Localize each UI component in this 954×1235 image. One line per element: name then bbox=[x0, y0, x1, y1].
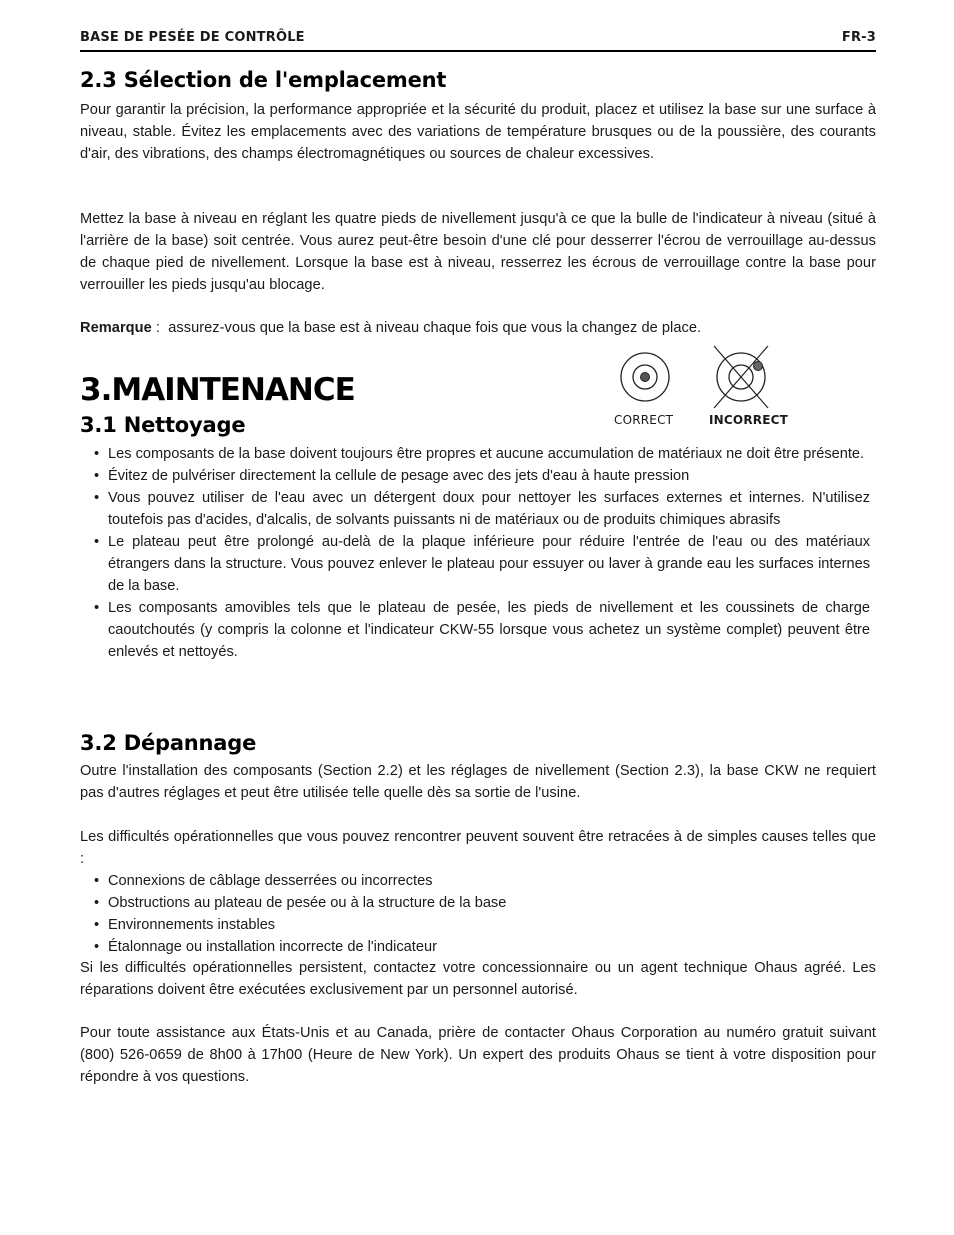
note-separator: : bbox=[151, 320, 169, 336]
section-3-title: 3.MAINTENANCE bbox=[80, 372, 355, 408]
level-indicator-figure bbox=[612, 344, 787, 434]
page-number: FR-3 bbox=[841, 30, 876, 45]
list-item: • Le plateau peut être prolongé au-delà de la plaque inférieure pour réduire l'entrée de l'eau ou des matériaux étrangers dans la structure. Vous pouvez enlever le plateau pour essuyer ou laver à grande eau les surfaces internes de la base. bbox=[94, 531, 870, 597]
section-3-2-paragraph-1: Outre l'installation des composants (Section 2.2) et les réglages de nivellement (Section 2.3), la base CKW ne requiert pas d'autres réglages et peut être utilisée telle quelle dès sa sortie de l'usine. bbox=[80, 763, 876, 801]
list-item: • Obstructions au plateau de pesée ou à la structure de la base bbox=[94, 892, 794, 914]
list-item: • Les composants amovibles tels que le plateau de pesée, les pieds de nivellement et les coussinets de charge caoutchoutés (y compris la colonne et l'indicateur CKW-55 lorsque vous achetez un système complet) peuvent être enlevés et nettoyés. bbox=[94, 597, 870, 663]
section-3-2-paragraph-2: Les difficultés opérationnelles que vous pouvez rencontrer peuvent souvent être retracées à de simples causes telles que : bbox=[80, 829, 876, 867]
note-text: assurez-vous que la base est à niveau chaque fois que vous la changez de place. bbox=[168, 320, 702, 336]
list-item: • Étalonnage ou installation incorrecte de l'indicateur bbox=[94, 936, 794, 958]
list-item: • Vous pouvez utiliser de l'eau avec un détergent doux pour nettoyer les surfaces externes et internes. N'utilisez toutefois pas d'acides, d'alcalis, de solvants puissants ni de matériaux ou de produits chimiques abrasifs bbox=[94, 487, 870, 531]
section-2-3-note bbox=[80, 317, 876, 339]
list-item: • Environnements instables bbox=[94, 914, 794, 936]
incorrect-label: INCORRECT bbox=[709, 413, 788, 427]
section-3-2-paragraph-3: Si les difficultés opérationnelles persistent, contactez votre concessionnaire ou un agent technique Ohaus agréé. Les réparations doivent être exécutées exclusivement par un personnel autorisé. bbox=[80, 960, 876, 998]
correct-level-icon bbox=[621, 353, 669, 401]
list-item: • Évitez de pulvériser directement la cellule de pesage avec des jets d'eau à haute pression bbox=[94, 465, 870, 487]
header-title: BASE DE PESÉE DE CONTRÔLE bbox=[80, 30, 305, 45]
list-item: • Les composants de la base doivent toujours être propres et aucune accumulation de matériaux ne doit être présente. bbox=[94, 443, 870, 465]
cleaning-list bbox=[94, 443, 870, 663]
correct-label: CORRECT bbox=[614, 413, 674, 427]
section-2-3-title: 2.3 Sélection de l'emplacement bbox=[80, 68, 447, 92]
section-2-3-paragraph-2: Mettez la base à niveau en réglant les quatre pieds de nivellement jusqu'à ce que la bulle de l'indicateur à niveau (situé à l'arrière de la base) soit centrée. Vous aurez peut-être besoin d'une clé pour desserrer l'écrou de verrouillage au-dessus de chaque pied de nivellement. Lorsque la base est à niveau, resserrez les écrous de verrouillage contre la base pour verrouiller les pieds jusqu'au blocage. bbox=[80, 211, 876, 293]
section-2-3-paragraph-1: Pour garantir la précision, la performance appropriée et la sécurité du produit, placez et utilisez la base sur une surface à niveau, stable. Évitez les emplacements avec des variations de température brusques ou de la poussière, des courants d'air, des vibrations, des champs électromagnétiques ou sources de chaleur excessives. bbox=[80, 102, 876, 162]
note-label: Remarque bbox=[80, 320, 152, 336]
section-3-2-title: 3.2 Dépannage bbox=[80, 731, 257, 755]
page-header bbox=[80, 28, 876, 52]
troubleshooting-list bbox=[94, 870, 794, 958]
section-3-1-title: 3.1 Nettoyage bbox=[80, 413, 246, 437]
level-indicator-diagram bbox=[612, 344, 787, 410]
section-3-2-paragraph-4: Pour toute assistance aux États-Unis et au Canada, prière de contacter Ohaus Corporation au numéro gratuit suivant (800) 526-0659 de 8h00 à 17h00 (Heure de New York). Un expert des produits Ohaus se tient à votre disposition pour répondre à vos questions. bbox=[80, 1025, 876, 1085]
incorrect-level-icon bbox=[714, 346, 768, 408]
list-item: • Connexions de câblage desserrées ou incorrectes bbox=[94, 870, 794, 892]
